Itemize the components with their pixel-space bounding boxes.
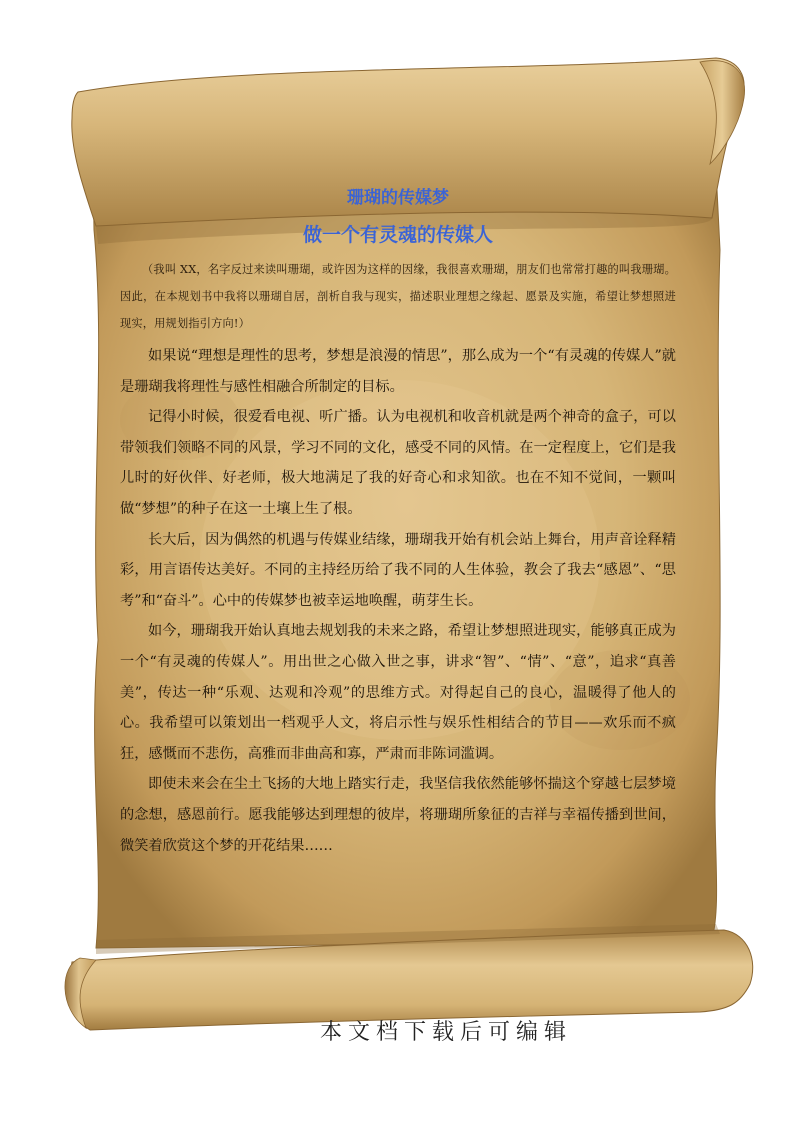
document-subtitle: 做一个有灵魂的传媒人 — [302, 224, 493, 246]
footer-text-fragment — [320, 1018, 600, 1045]
document-content — [120, 184, 676, 861]
body-paragraph-2: 记得小时候，很爱看电视、听广播。认为电视机和收音机就是两个神奇的盒子，可以带领我们领略不同的风景，学习不同的文化，感受不同的风情。在一定程度上，它们是我儿时的好伙伴、好老师，极大地满足了我的好奇心和求知欲。也在不知不觉间，一颗叫做“梦想”的种子在这一土壤上生了根。 — [120, 409, 676, 517]
body-paragraph-3: 长大后，因为偶然的机遇与传媒业结缘，珊瑚我开始有机会站上舞台，用声音诠释精彩，用言语传达美好。不同的主持经历给了我不同的人生体验，教会了我去“感恩”、“思考”和“奋斗”。心中的传媒梦也被幸运地唤醒，萌芽生长。 — [120, 531, 676, 609]
intro-paragraph: （我叫 XX，名字反过来读叫珊瑚，或许因为这样的因缘，我很喜欢珊瑚，朋友们也常常打趣的叫我珊瑚。因此，在本规划书中我将以珊瑚自居，剖析自我与现实，描述职业理想之缘起、愿景及实施，希望让梦想照进现实，用规划指引方向!） — [120, 263, 676, 330]
body-paragraph-4: 如今，珊瑚我开始认真地去规划我的未来之路，希望让梦想照进现实，能够真正成为一个“有灵魂的传媒人”。用出世之心做入世之事，讲求“智”、“情”、“意”，追求“真善美”，传达一种“乐观、达观和冷观”的思维方式。对得起自己的良心，温暖得了他人的心。我希望可以策划出一档观乎人文，将启示性与娱乐性相结合的节目——欢乐而不疯狂，感慨而不悲伤，高雅而非曲高和寡，严肃而非陈词滥调。 — [120, 623, 676, 762]
document-title: 珊瑚的传媒梦 — [347, 188, 449, 208]
footer-text: 本文档下载后可编辑 — [320, 1020, 573, 1045]
body-paragraph-5: 即使未来会在尘土飞扬的大地上踏实行走，我坚信我依然能够怀揣这个穿越七层梦境的念想，感恩前行。愿我能够达到理想的彼岸，将珊瑚所象征的吉祥与幸福传播到世间，微笑着欣赏这个梦的开花结果…… — [120, 776, 676, 854]
body-paragraph-1: 如果说“理想是理性的思考，梦想是浪漫的情思”，那么成为一个“有灵魂的传媒人”就是珊瑚我将理性与感性相融合所制定的目标。 — [120, 348, 676, 395]
